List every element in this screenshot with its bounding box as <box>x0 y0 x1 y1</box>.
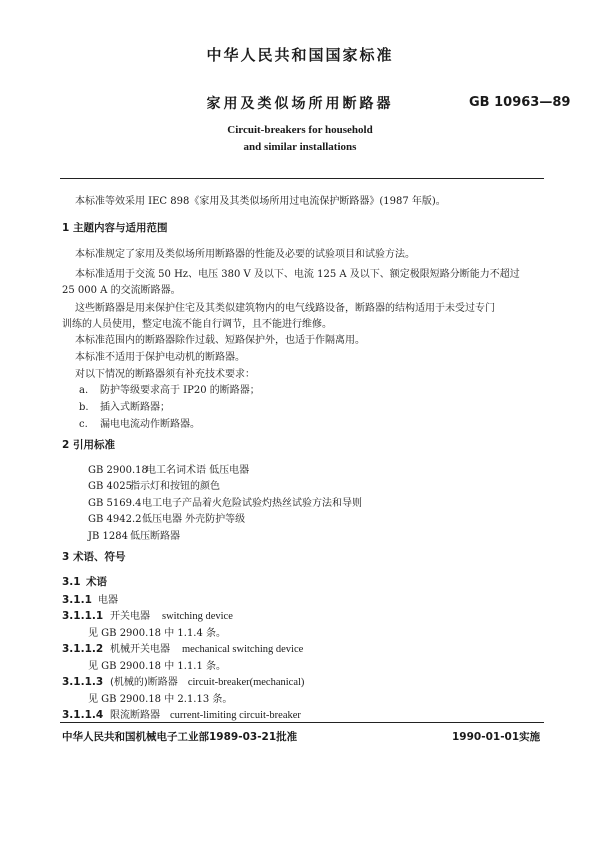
standard-organization: 中华人民共和国国家标准 <box>206 46 394 64</box>
page-title: 家用及类似场所用断路器 <box>206 96 394 112</box>
term-heading-3-1 <box>62 574 107 589</box>
list-marker: b. <box>79 402 89 413</box>
term-number: 3.1.1.1 <box>62 610 104 622</box>
term-reference: 见 GB 2900.18 中 1.1.1 条。 <box>88 661 227 672</box>
reference-item <box>88 461 249 476</box>
section-2-heading: 2 引用标准 <box>62 439 115 451</box>
section-1-paragraph-3b: 训练的人员使用，整定电流不能自行调节，且不能进行维修。 <box>62 319 332 330</box>
section-1-paragraph-2a: 本标准适用于交流 50 Hz、电压 380 V 及以下、电流 125 A 及以下、额定极限短路分断能力不超过 <box>75 269 520 280</box>
term-entry <box>62 640 303 655</box>
term-reference: 见 GB 2900.18 中 1.1.4 条。 <box>88 628 227 639</box>
reference-title: 低压电器 外壳防护等级 <box>142 514 246 525</box>
reference-title: 电工名词术语 低压电器 <box>146 465 250 476</box>
term-entry <box>62 607 233 622</box>
intro-paragraph: 本标准等效采用 IEC 898《家用及其类似场所用过电流保护断路器》(1987 年版)。 <box>75 196 446 207</box>
english-title-line1: Circuit-breakers for household <box>227 124 373 136</box>
reference-item <box>88 527 180 542</box>
list-marker: c. <box>79 419 88 430</box>
term-number: 3.1.1.4 <box>62 709 104 721</box>
approval-note: 中华人民共和国机械电子工业部1989-03-21批准 <box>62 731 298 743</box>
term-entry <box>62 673 304 688</box>
reference-code: JB 1284 <box>88 531 128 542</box>
reference-code: GB 2900.18 <box>88 465 148 476</box>
section-1-paragraph-4: 本标准范围内的断路器除作过载、短路保护外，也适于作隔离用。 <box>75 335 365 346</box>
effective-date: 1990-01-01实施 <box>452 731 541 743</box>
standard-number: GB 10963—89 <box>469 95 571 110</box>
section-3-heading: 3 术语、符号 <box>62 551 126 563</box>
term-english: switching device <box>162 611 233 622</box>
term-reference: 见 GB 2900.18 中 2.1.13 条。 <box>88 694 233 705</box>
term-number: 3.1 <box>62 576 81 588</box>
list-text: 插入式断路器； <box>100 402 170 413</box>
term-english: mechanical switching device <box>182 644 304 655</box>
reference-item <box>88 477 220 492</box>
reference-title: 低压断路器 <box>130 531 180 542</box>
term-chinese: (机械的)断路器 <box>110 677 178 688</box>
list-text: 防护等级要求高于 IP20 的断路器； <box>100 385 260 396</box>
term-number: 3.1.1 <box>62 594 92 606</box>
reference-code: GB 4942.2 <box>88 514 142 525</box>
list-item <box>79 415 200 430</box>
list-item <box>79 398 170 413</box>
reference-code: GB 5169.4 <box>88 498 142 509</box>
reference-title: 电工电子产品着火危险试验灼热丝试验方法和导则 <box>142 498 362 509</box>
section-1-heading: 1 主题内容与适用范围 <box>62 222 168 234</box>
reference-item <box>88 510 245 525</box>
term-english: current-limiting circuit-breaker <box>170 710 301 721</box>
term-number: 3.1.1.2 <box>62 643 104 655</box>
term-english: circuit-breaker(mechanical) <box>187 677 305 688</box>
reference-item <box>88 494 362 509</box>
list-text: 漏电电流动作断路器。 <box>100 419 200 430</box>
list-item <box>79 381 260 396</box>
term-label: 电器 <box>98 595 118 606</box>
term-label: 术语 <box>86 576 107 588</box>
english-title-line2: and similar installations <box>243 141 357 153</box>
term-chinese: 机械开关电器 <box>110 644 170 655</box>
header-rule <box>60 178 544 179</box>
list-marker: a. <box>79 385 89 396</box>
section-1-paragraph-6: 对以下情况的断路器须有补充技术要求： <box>75 369 255 380</box>
term-number: 3.1.1.3 <box>62 676 104 688</box>
section-1-paragraph-1: 本标准规定了家用及类似场所用断路器的性能及必要的试验项目和试验方法。 <box>75 249 415 260</box>
section-1-paragraph-5: 本标准不适用于保护电动机的断路器。 <box>75 352 245 363</box>
term-chinese: 开关电器 <box>110 611 150 622</box>
reference-code: GB 4025 <box>88 481 132 492</box>
reference-title: 指示灯和按钮的颜色 <box>130 481 220 492</box>
term-heading-3-1-1 <box>62 591 118 606</box>
footer-rule <box>60 722 544 723</box>
section-1-paragraph-3a: 这些断路器是用来保护住宅及其类似建筑物内的电气线路设备，断路器的结构适用于未受过专门 <box>75 303 495 314</box>
section-1-paragraph-2b: 25 000 A 的交流断路器。 <box>62 285 181 296</box>
term-chinese: 限流断路器 <box>110 710 160 721</box>
term-entry <box>62 706 301 721</box>
